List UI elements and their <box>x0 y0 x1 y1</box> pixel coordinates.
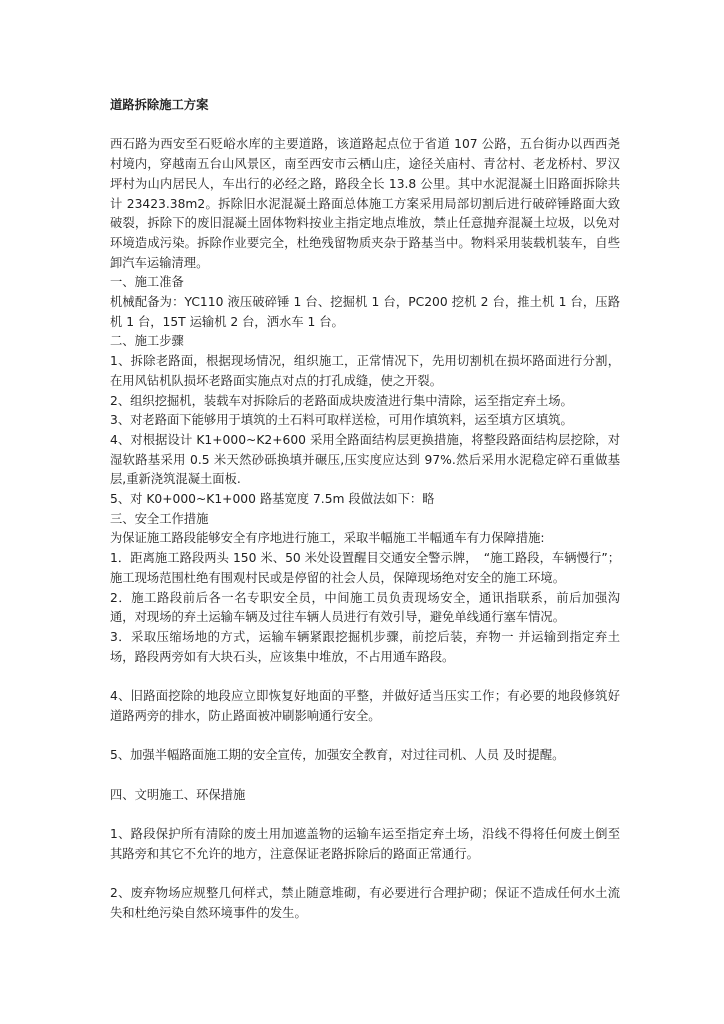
document-title: 道路拆除施工方案 <box>110 98 209 112</box>
safety-item-5: 5、加强半幅路面施工期的安全宣传，加强安全教育，对过往司机、人员 及时提醒。 <box>110 748 565 763</box>
safety-item-2: 2．施工路段前后各一名专职安全员，中间施工员负责现场安全，通讯指联系，前后加强沟通，对现场的弃土运输车辆及过往车辆人员进行有效引导，避免单线通行塞车情况。 <box>110 590 620 625</box>
equipment-paragraph: 机械配备为：YC110 液压破碎锤 1 台、挖掘机 1 台，PC200 挖机 2 台，推土机 1 台，压路机 1 台，15T 运输机 2 台，洒水车 1 台。 <box>110 295 620 329</box>
safety-item-4: 4、旧路面挖除的地段应立即恢复好地面的平整，并做好适当压实工作；有必要的地段修筑好道路两旁的排水，防止路面被冲刷影响通行安全。 <box>110 689 620 723</box>
step-1-paragraph: 1、拆除老路面，根据现场情况，组织施工，正常情况下，先用切割机在损坏路面进行分割，在用风钻机队损坏老路面实施点对点的打孔成缝，使之开裂。 <box>110 354 620 388</box>
step-3-paragraph: 3、对老路面下能够用于填筑的土石料可取样送检，可用作填筑料，运至填方区填筑。 <box>110 413 573 428</box>
section-heading-environment: 四、文明施工、环保措施 <box>110 787 246 802</box>
environment-item-1: 1、路段保护所有清除的废土用加遮盖物的运输车运至指定弃土场，沿线不得将任何废土倒至其路旁和其它不允许的地方，注意保证老路拆除后的路面正常通行。 <box>110 826 620 861</box>
section-heading-safety: 三、安全工作措施 <box>110 511 209 526</box>
intro-paragraph: 西石路为西安至石贬峪水库的主要道路，该道路起点位于省道 107 公路，五台街办以西西尧村境内，穿越南五台山风景区，南至西安市云栖山庄，途径关庙村、青岔村、老龙桥村、罗汉坪村为山内居民人，车出行的必经之路，路段全长 13.8 公里。其中水泥混凝土旧路面拆除共计 23423.38m2。拆除旧水泥混凝土路面总体施工方案采用局部切割后进行破碎锤路面大致破裂，拆除下的废旧混凝土固体物料按业主指定地点堆放，禁止任意抛弃混凝土垃圾，以免对环境造成污染。拆除作业要完全，杜绝残留物质夹杂于路基当中。物料采用装载机装车，自些卸汽车运输清理。 <box>110 137 620 270</box>
section-heading-steps: 二、施工步骤 <box>110 334 184 349</box>
safety-intro-paragraph: 为保证施工路段能够安全有序地进行施工，采取半幅施工半幅通车有力保障措施: <box>110 531 545 546</box>
safety-item-3: 3．采取压缩场地的方式，运输车辆紧跟挖掘机步骤，前挖后装，弃物一 并运输到指定弃土场，路段两旁如有大块石头，应该集中堆放，不占用通车路段。 <box>110 629 620 664</box>
step-5-paragraph: 5、对 K0+000~K1+000 路基宽度 7.5m 段做法如下：略 <box>110 492 435 507</box>
document-body <box>110 96 620 923</box>
step-2-paragraph: 2、组织挖掘机，装载车对拆除后的老路面成块废渣进行集中清除，运至指定弃土场。 <box>110 393 573 408</box>
step-4-paragraph: 4、对根据设计 K1+000~K2+600 采用全路面结构层更换措施，将整段路面结构层挖除，对湿软路基采用 0.5 米天然砂砾换填并碾压,压实度应达到 97%.然后采用水泥稳定碎石重做基层,重新浇筑混凝土面板. <box>110 432 620 487</box>
section-heading-preparation: 一、施工准备 <box>110 275 184 290</box>
safety-item-1: 1．距离施工路段两头 150 米、50 米处设置醒目交通安全警示牌， “施工路段，车辆慢行”；施工现场范围杜绝有围观村民或是停留的社会人员，保障现场绝对安全的施工环境。 <box>110 551 620 585</box>
environment-item-2: 2、废弃物场应规整几何样式，禁止随意堆砌，有必要进行合理护砌；保证不造成任何水土流失和杜绝污染自然环境事件的发生。 <box>110 886 620 920</box>
